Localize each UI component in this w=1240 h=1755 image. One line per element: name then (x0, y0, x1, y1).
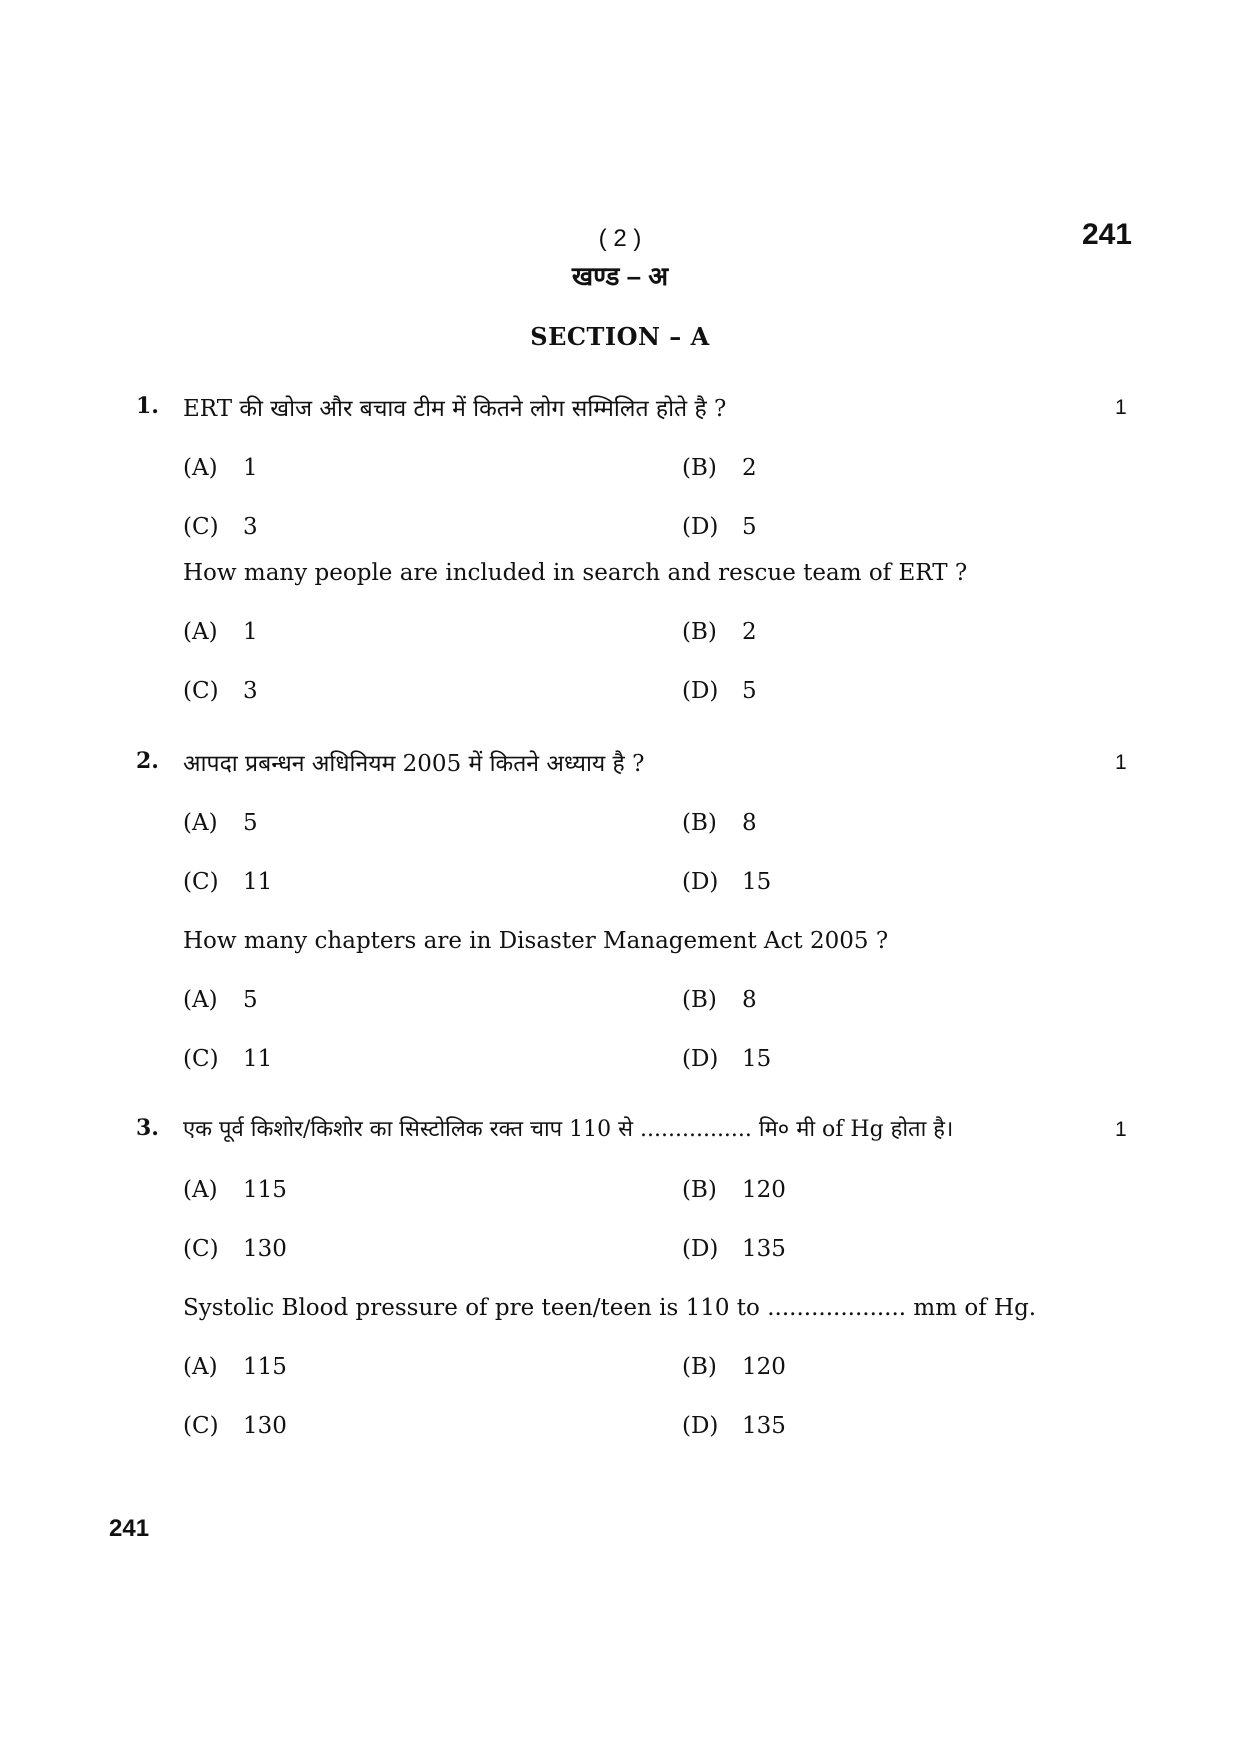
option-d (682, 1236, 786, 1262)
option-b (682, 987, 757, 1013)
option-value: 11 (243, 1046, 273, 1072)
question-marks: 1 (1115, 751, 1127, 774)
option-d (682, 1413, 786, 1439)
section-title-english: SECTION – A (530, 322, 710, 351)
option-label: (C) (183, 869, 219, 895)
option-b (682, 455, 757, 481)
option-value: 8 (742, 987, 757, 1013)
question-text-hindi: आपदा प्रबन्धन अधिनियम 2005 में कितने अध्याय है ? (183, 751, 645, 777)
option-value: 5 (742, 514, 757, 540)
option-value: 8 (742, 810, 757, 836)
option-value: 5 (243, 810, 258, 836)
option-value: 130 (243, 1413, 287, 1439)
option-value: 3 (243, 514, 258, 540)
option-label: (A) (183, 987, 218, 1013)
question-marks: 1 (1115, 1118, 1127, 1141)
question-number: 1. (136, 393, 159, 419)
option-label: (A) (183, 619, 218, 645)
option-value: 2 (742, 455, 757, 481)
option-b (682, 1177, 786, 1203)
option-value: 5 (243, 987, 258, 1013)
page-number: ( 2 ) (598, 225, 642, 252)
option-label: (C) (183, 1236, 219, 1262)
section-title-hindi: खण्ड – अ (571, 261, 669, 291)
option-label: (A) (183, 455, 218, 481)
question-text-english: How many chapters are in Disaster Management Act 2005 ? (183, 928, 889, 954)
question-text-hindi: ERT की खोज और बचाव टीम में कितने लोग सम्मिलित होते है ? (183, 396, 727, 422)
question-number: 3. (136, 1115, 159, 1141)
option-label: (A) (183, 1177, 218, 1203)
option-label: (B) (682, 1177, 717, 1203)
option-value: 115 (243, 1354, 287, 1380)
option-label: (C) (183, 1413, 219, 1439)
option-label: (C) (183, 514, 219, 540)
question-text-english: Systolic Blood pressure of pre teen/teen is 110 to ................... mm of Hg. (183, 1295, 1037, 1321)
option-d (682, 678, 757, 704)
option-label: (C) (183, 678, 219, 704)
option-value: 11 (243, 869, 273, 895)
option-label: (D) (682, 1046, 719, 1072)
option-value: 2 (742, 619, 757, 645)
option-c (183, 1413, 287, 1439)
option-label: (D) (682, 514, 719, 540)
option-label: (D) (682, 1236, 719, 1262)
question-number: 2. (136, 748, 159, 774)
option-label: (B) (682, 455, 717, 481)
option-label: (B) (682, 619, 717, 645)
option-label: (D) (682, 1413, 719, 1439)
option-value: 1 (243, 455, 258, 481)
option-label: (D) (682, 678, 719, 704)
option-a (183, 619, 258, 645)
option-label: (B) (682, 987, 717, 1013)
option-label: (A) (183, 810, 218, 836)
option-b (682, 810, 757, 836)
option-b (682, 1354, 786, 1380)
option-value: 115 (243, 1177, 287, 1203)
question-text-english: How many people are included in search and rescue team of ERT ? (183, 560, 968, 586)
option-d (682, 514, 757, 540)
option-value: 15 (742, 1046, 772, 1072)
option-value: 1 (243, 619, 258, 645)
option-label: (C) (183, 1046, 219, 1072)
option-c (183, 514, 258, 540)
option-value: 120 (742, 1354, 786, 1380)
option-value: 130 (243, 1236, 287, 1262)
option-label: (A) (183, 1354, 218, 1380)
option-c (183, 678, 258, 704)
option-c (183, 869, 272, 895)
option-a (183, 987, 258, 1013)
question-marks: 1 (1115, 396, 1127, 419)
option-c (183, 1236, 287, 1262)
option-value: 135 (742, 1236, 786, 1262)
option-b (682, 619, 757, 645)
option-value: 3 (243, 678, 258, 704)
option-label: (D) (682, 869, 719, 895)
option-d (682, 1046, 771, 1072)
option-value: 120 (742, 1177, 786, 1203)
option-c (183, 1046, 272, 1072)
option-a (183, 1177, 287, 1203)
option-a (183, 1354, 287, 1380)
option-value: 5 (742, 678, 757, 704)
option-d (682, 869, 771, 895)
option-a (183, 455, 258, 481)
paper-code-top: 241 (1081, 218, 1132, 251)
question-text-hindi: एक पूर्व किशोर/किशोर का सिस्टोलिक रक्त चाप 110 से ................ मि० मी of Hg होता है। (183, 1117, 954, 1142)
option-value: 135 (742, 1413, 786, 1439)
option-a (183, 810, 258, 836)
option-label: (B) (682, 1354, 717, 1380)
option-value: 15 (742, 869, 772, 895)
paper-code-bottom: 241 (109, 1515, 150, 1542)
option-label: (B) (682, 810, 717, 836)
